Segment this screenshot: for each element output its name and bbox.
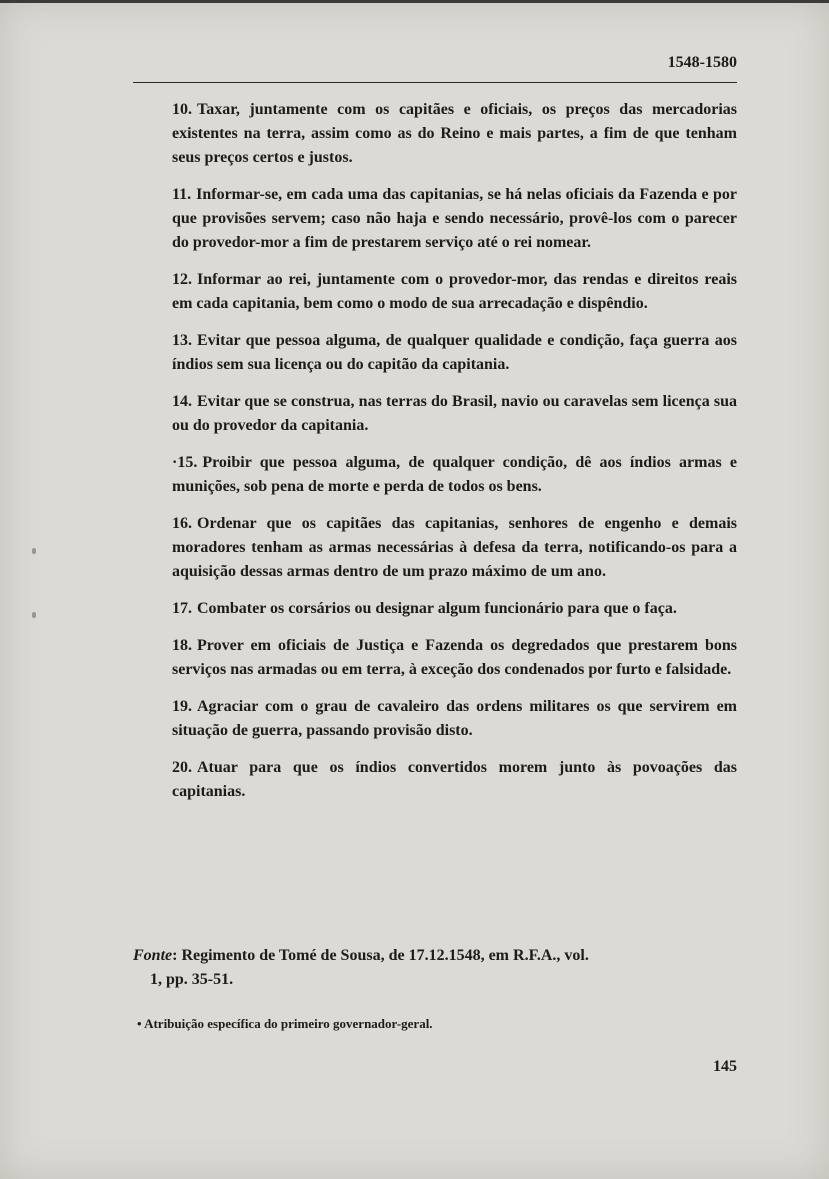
list-item	[172, 756, 737, 804]
item-number: ·15.	[172, 454, 198, 471]
list-item	[172, 268, 737, 316]
list-item	[172, 634, 737, 682]
item-number: 12.	[172, 271, 192, 288]
item-text: Ordenar que os capitães das capitanias, senhores de engenho e demais moradores tenham as armas necessárias à defesa da terra, notificando-os para a aquisição dessas armas dentro de um prazo máximo de um ano.	[172, 515, 737, 580]
item-list	[172, 98, 737, 817]
item-number: 20.	[172, 759, 192, 776]
item-number: 19.	[172, 698, 192, 715]
item-number: 11.	[172, 186, 192, 203]
item-text: Proibir que pessoa alguma, de qualquer condição, dê aos índios armas e munições, sob pena de morte e perda de todos os bens.	[172, 454, 737, 495]
item-text: Informar-se, em cada uma das capitanias, se há nelas oficiais da Fazenda e por que provisões servem; caso não haja e sendo necessário, provê-los com o parecer do provedor-mor a fim de prestarem serviço até o rei nomear.	[172, 186, 737, 251]
list-item	[172, 451, 737, 499]
footnote: • Atribuição específica do primeiro governador-geral.	[137, 1016, 433, 1031]
scan-speck	[32, 548, 36, 554]
item-number: 14.	[172, 393, 192, 410]
scan-speck	[32, 612, 36, 618]
source-label: Fonte	[133, 947, 173, 964]
page-top-edge	[0, 0, 829, 3]
item-text: Combater os corsários ou designar algum funcionário para que o faça.	[197, 600, 677, 617]
item-number: 17.	[172, 600, 192, 617]
running-head: 1548-1580	[667, 54, 737, 71]
list-item	[172, 98, 737, 170]
item-text: Informar ao rei, juntamente com o provedor-mor, das rendas e direitos reais em cada capitania, bem como o modo de sua arrecadação e dispêndio.	[172, 271, 737, 312]
list-item	[172, 390, 737, 438]
item-text: Prover em oficiais de Justiça e Fazenda os degredados que prestarem bons serviços nas armadas ou em terra, à exceção dos condenados por furto e falsidade.	[172, 637, 737, 678]
item-text: Atuar para que os índios convertidos morem junto às povoações das capitanias.	[172, 759, 737, 800]
page-number: 145	[713, 1058, 737, 1075]
list-item	[172, 329, 737, 377]
list-item	[172, 183, 737, 255]
item-number: 16.	[172, 515, 192, 532]
item-number: 10.	[172, 101, 192, 118]
list-item	[172, 597, 737, 621]
list-item	[172, 695, 737, 743]
item-text: Evitar que pessoa alguma, de qualquer qualidade e condição, faça guerra aos índios sem sua licença ou do capitão da capitania.	[172, 332, 737, 373]
item-number: 18.	[172, 637, 192, 654]
item-text: Taxar, juntamente com os capitães e oficiais, os preços das mercadorias existentes na terra, assim como as do Reino e mais partes, a fim de que tenham seus preços certos e justos.	[172, 101, 737, 166]
item-number: 13.	[172, 332, 192, 349]
source-line-1: : Regimento de Tomé de Sousa, de 17.12.1548, em R.F.A., vol.	[172, 947, 589, 964]
source-citation	[133, 944, 737, 992]
item-text: Evitar que se construa, nas terras do Brasil, navio ou caravelas sem licença sua ou do provedor da capitania.	[172, 393, 737, 434]
item-text: Agraciar com o grau de cavaleiro das ordens militares os que servirem em situação de guerra, passando provisão disto.	[172, 698, 737, 739]
list-item	[172, 512, 737, 584]
source-line-2: 1, pp. 35-51.	[150, 971, 234, 988]
header-rule	[133, 82, 737, 83]
